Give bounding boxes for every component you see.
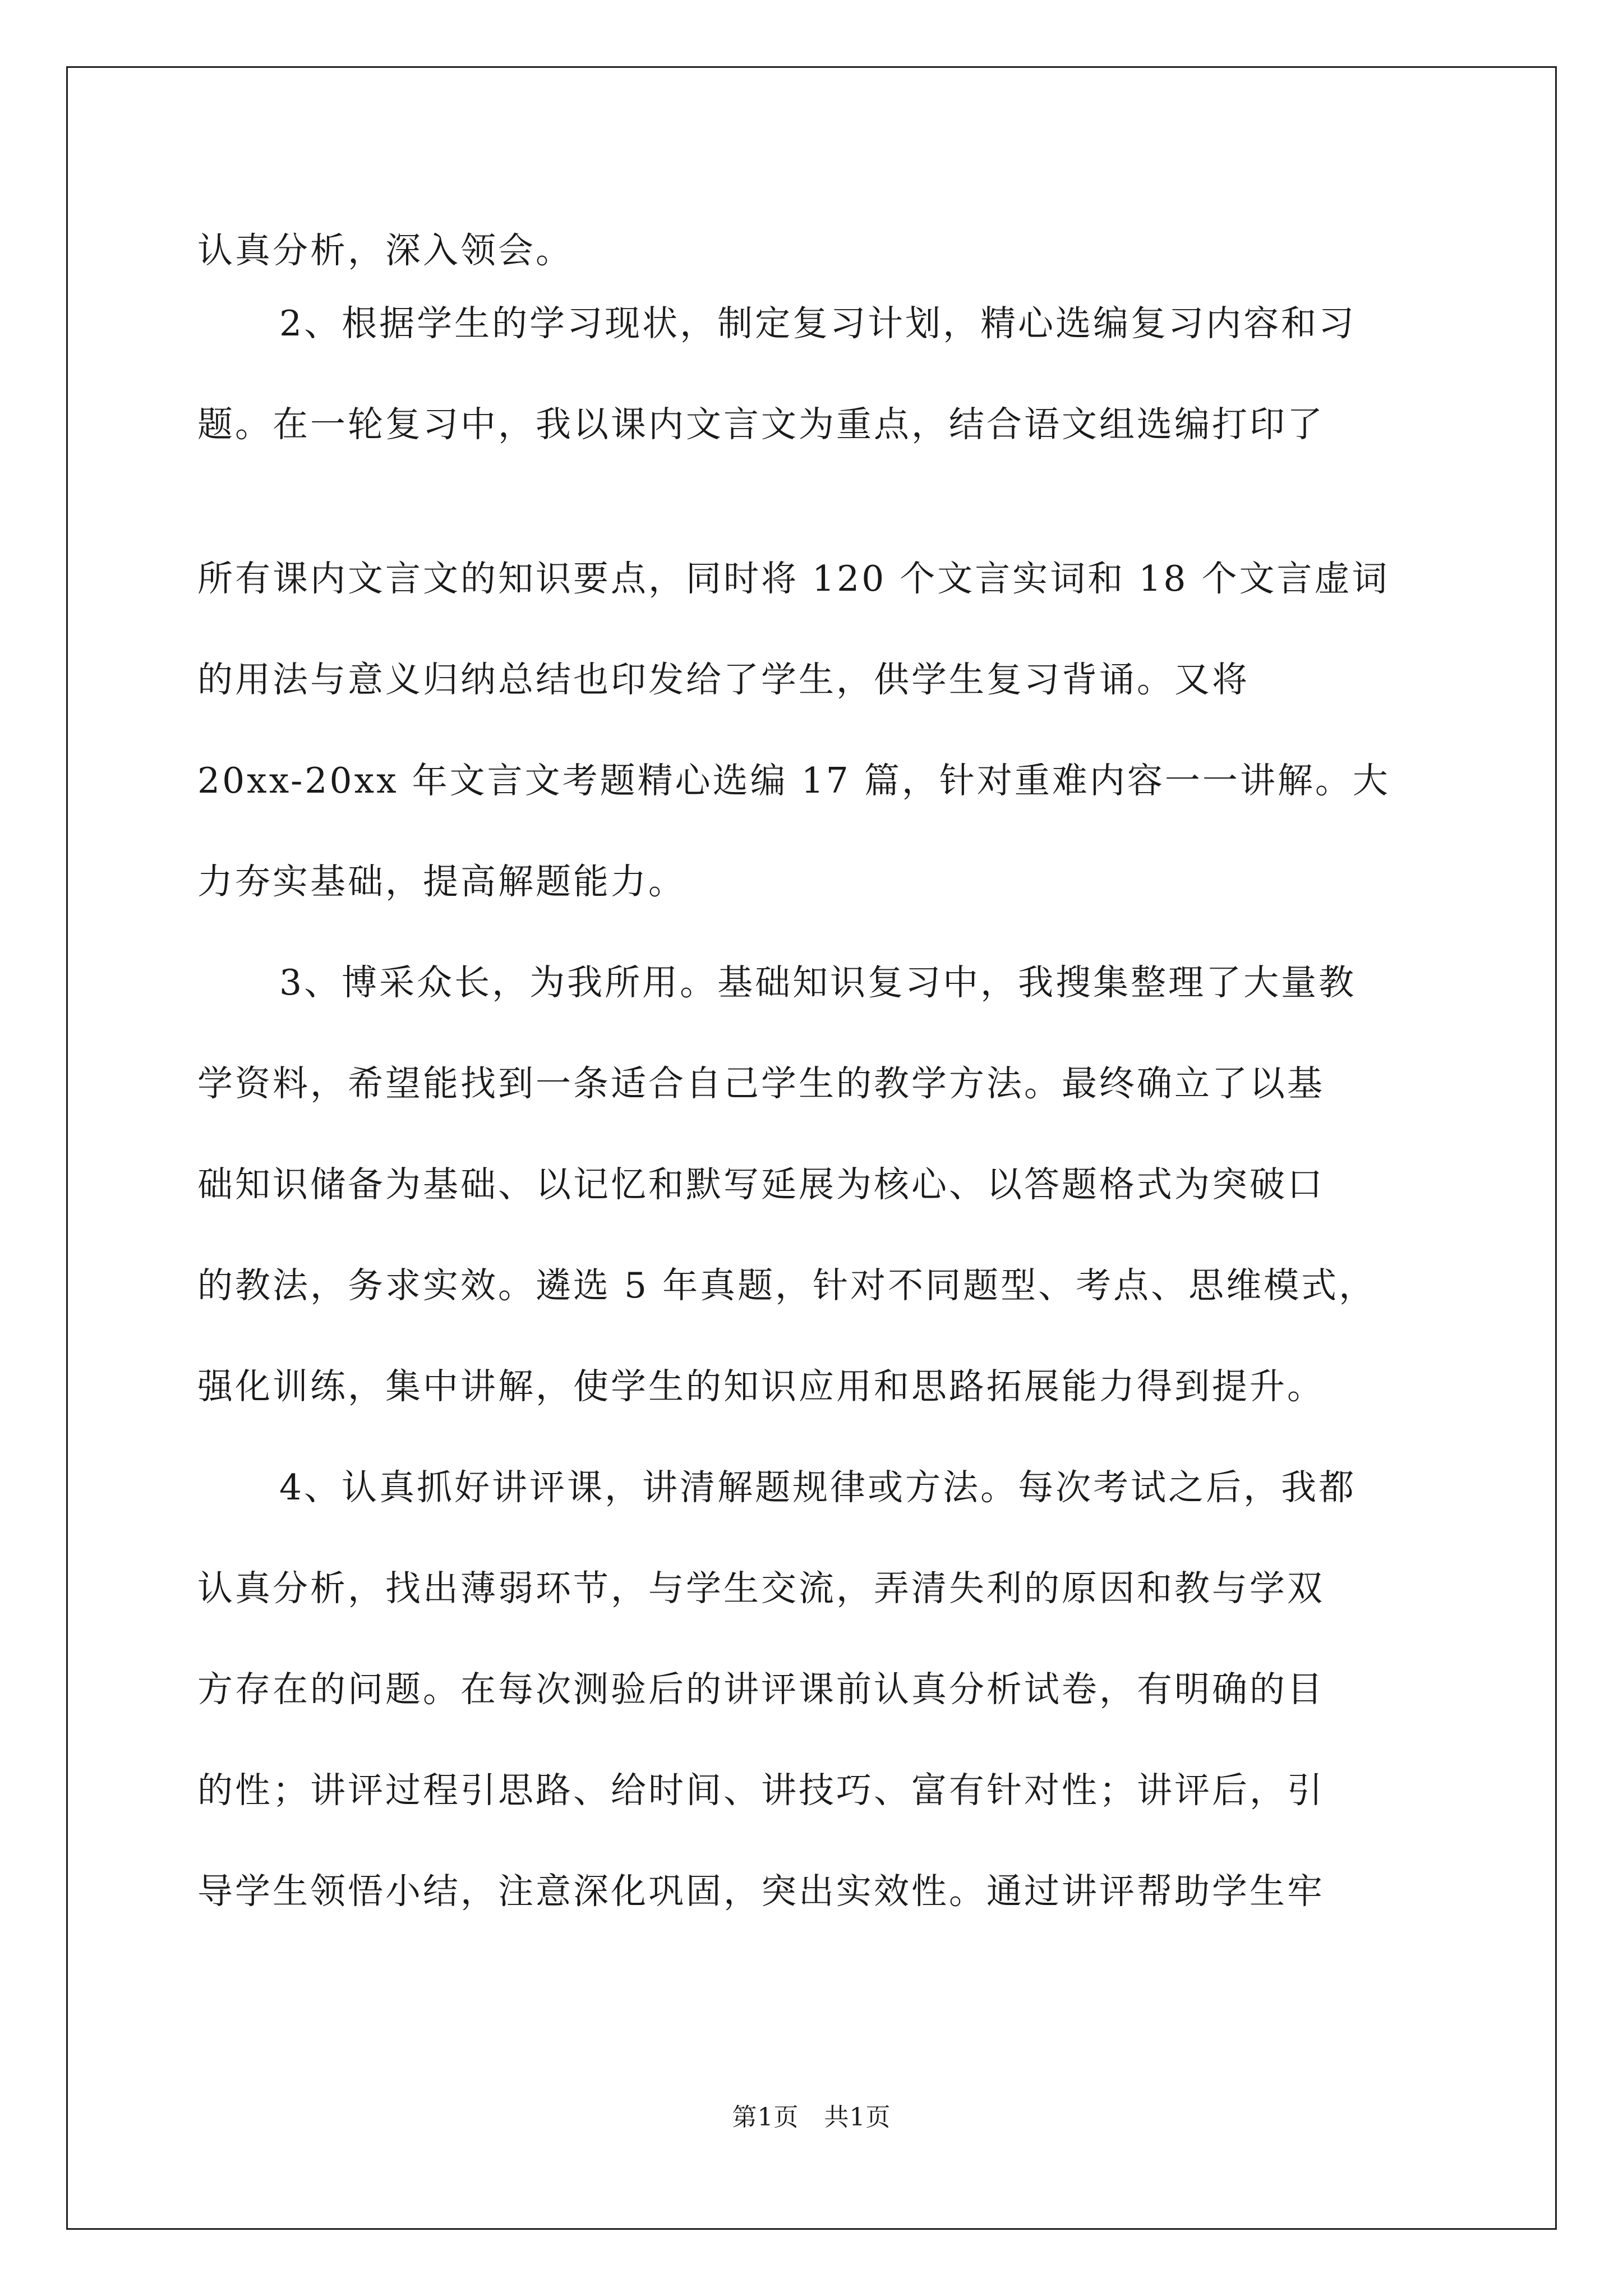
text-line-16: 的性；讲评过程引思路、给时间、讲技巧、富有针对性；讲评后，引 (197, 1770, 1325, 1811)
text-line-9: 学资料，希望能找到一条适合自己学生的教学方法。最终确立了以基 (197, 1063, 1325, 1104)
text-line-5: 的用法与意义归纳总结也印发给了学生，供学生复习背诵。又将 (197, 659, 1249, 700)
text-line-2: 2、根据学生的学习现状，制定复习计划，精心选编复习内容和习 (279, 303, 1357, 344)
text-line-6: 20xx-20xx 年文言文考题精心选编 17 篇，针对重难内容一一讲解。大 (197, 760, 1390, 801)
text-line-14: 认真分析，找出薄弱环节，与学生交流，弄清失利的原因和教与学双 (197, 1568, 1325, 1609)
text-line-11: 的教法，务求实效。遴选 5 年真题，针对不同题型、考点、思维模式， (197, 1265, 1377, 1306)
text-line-1: 认真分析，深入领会。 (197, 230, 573, 271)
text-line-10: 础知识储备为基础、以记忆和默写延展为核心、以答题格式为突破口 (197, 1164, 1325, 1205)
text-line-13: 4、认真抓好讲评课，讲清解题规律或方法。每次考试之后，我都 (279, 1467, 1357, 1508)
page-footer: 第1页 共1页 (732, 2103, 891, 2132)
text-line-8: 3、博采众长，为我所用。基础知识复习中，我搜集整理了大量教 (279, 962, 1357, 1003)
text-line-4: 所有课内文言文的知识要点，同时将 120 个文言实词和 18 个文言虚词 (197, 558, 1390, 599)
text-line-7: 力夯实基础，提高解题能力。 (197, 861, 686, 902)
text-line-17: 导学生领悟小结，注意深化巩固，突出实效性。通过讲评帮助学生牢 (197, 1871, 1325, 1912)
text-line-3: 题。在一轮复习中，我以课内文言文为重点，结合语文组选编打印了 (197, 404, 1325, 445)
text-line-12: 强化训练，集中讲解，使学生的知识应用和思路拓展能力得到提升。 (197, 1366, 1325, 1407)
text-line-15: 方存在的问题。在每次测验后的讲评课前认真分析试卷，有明确的目 (197, 1669, 1325, 1710)
